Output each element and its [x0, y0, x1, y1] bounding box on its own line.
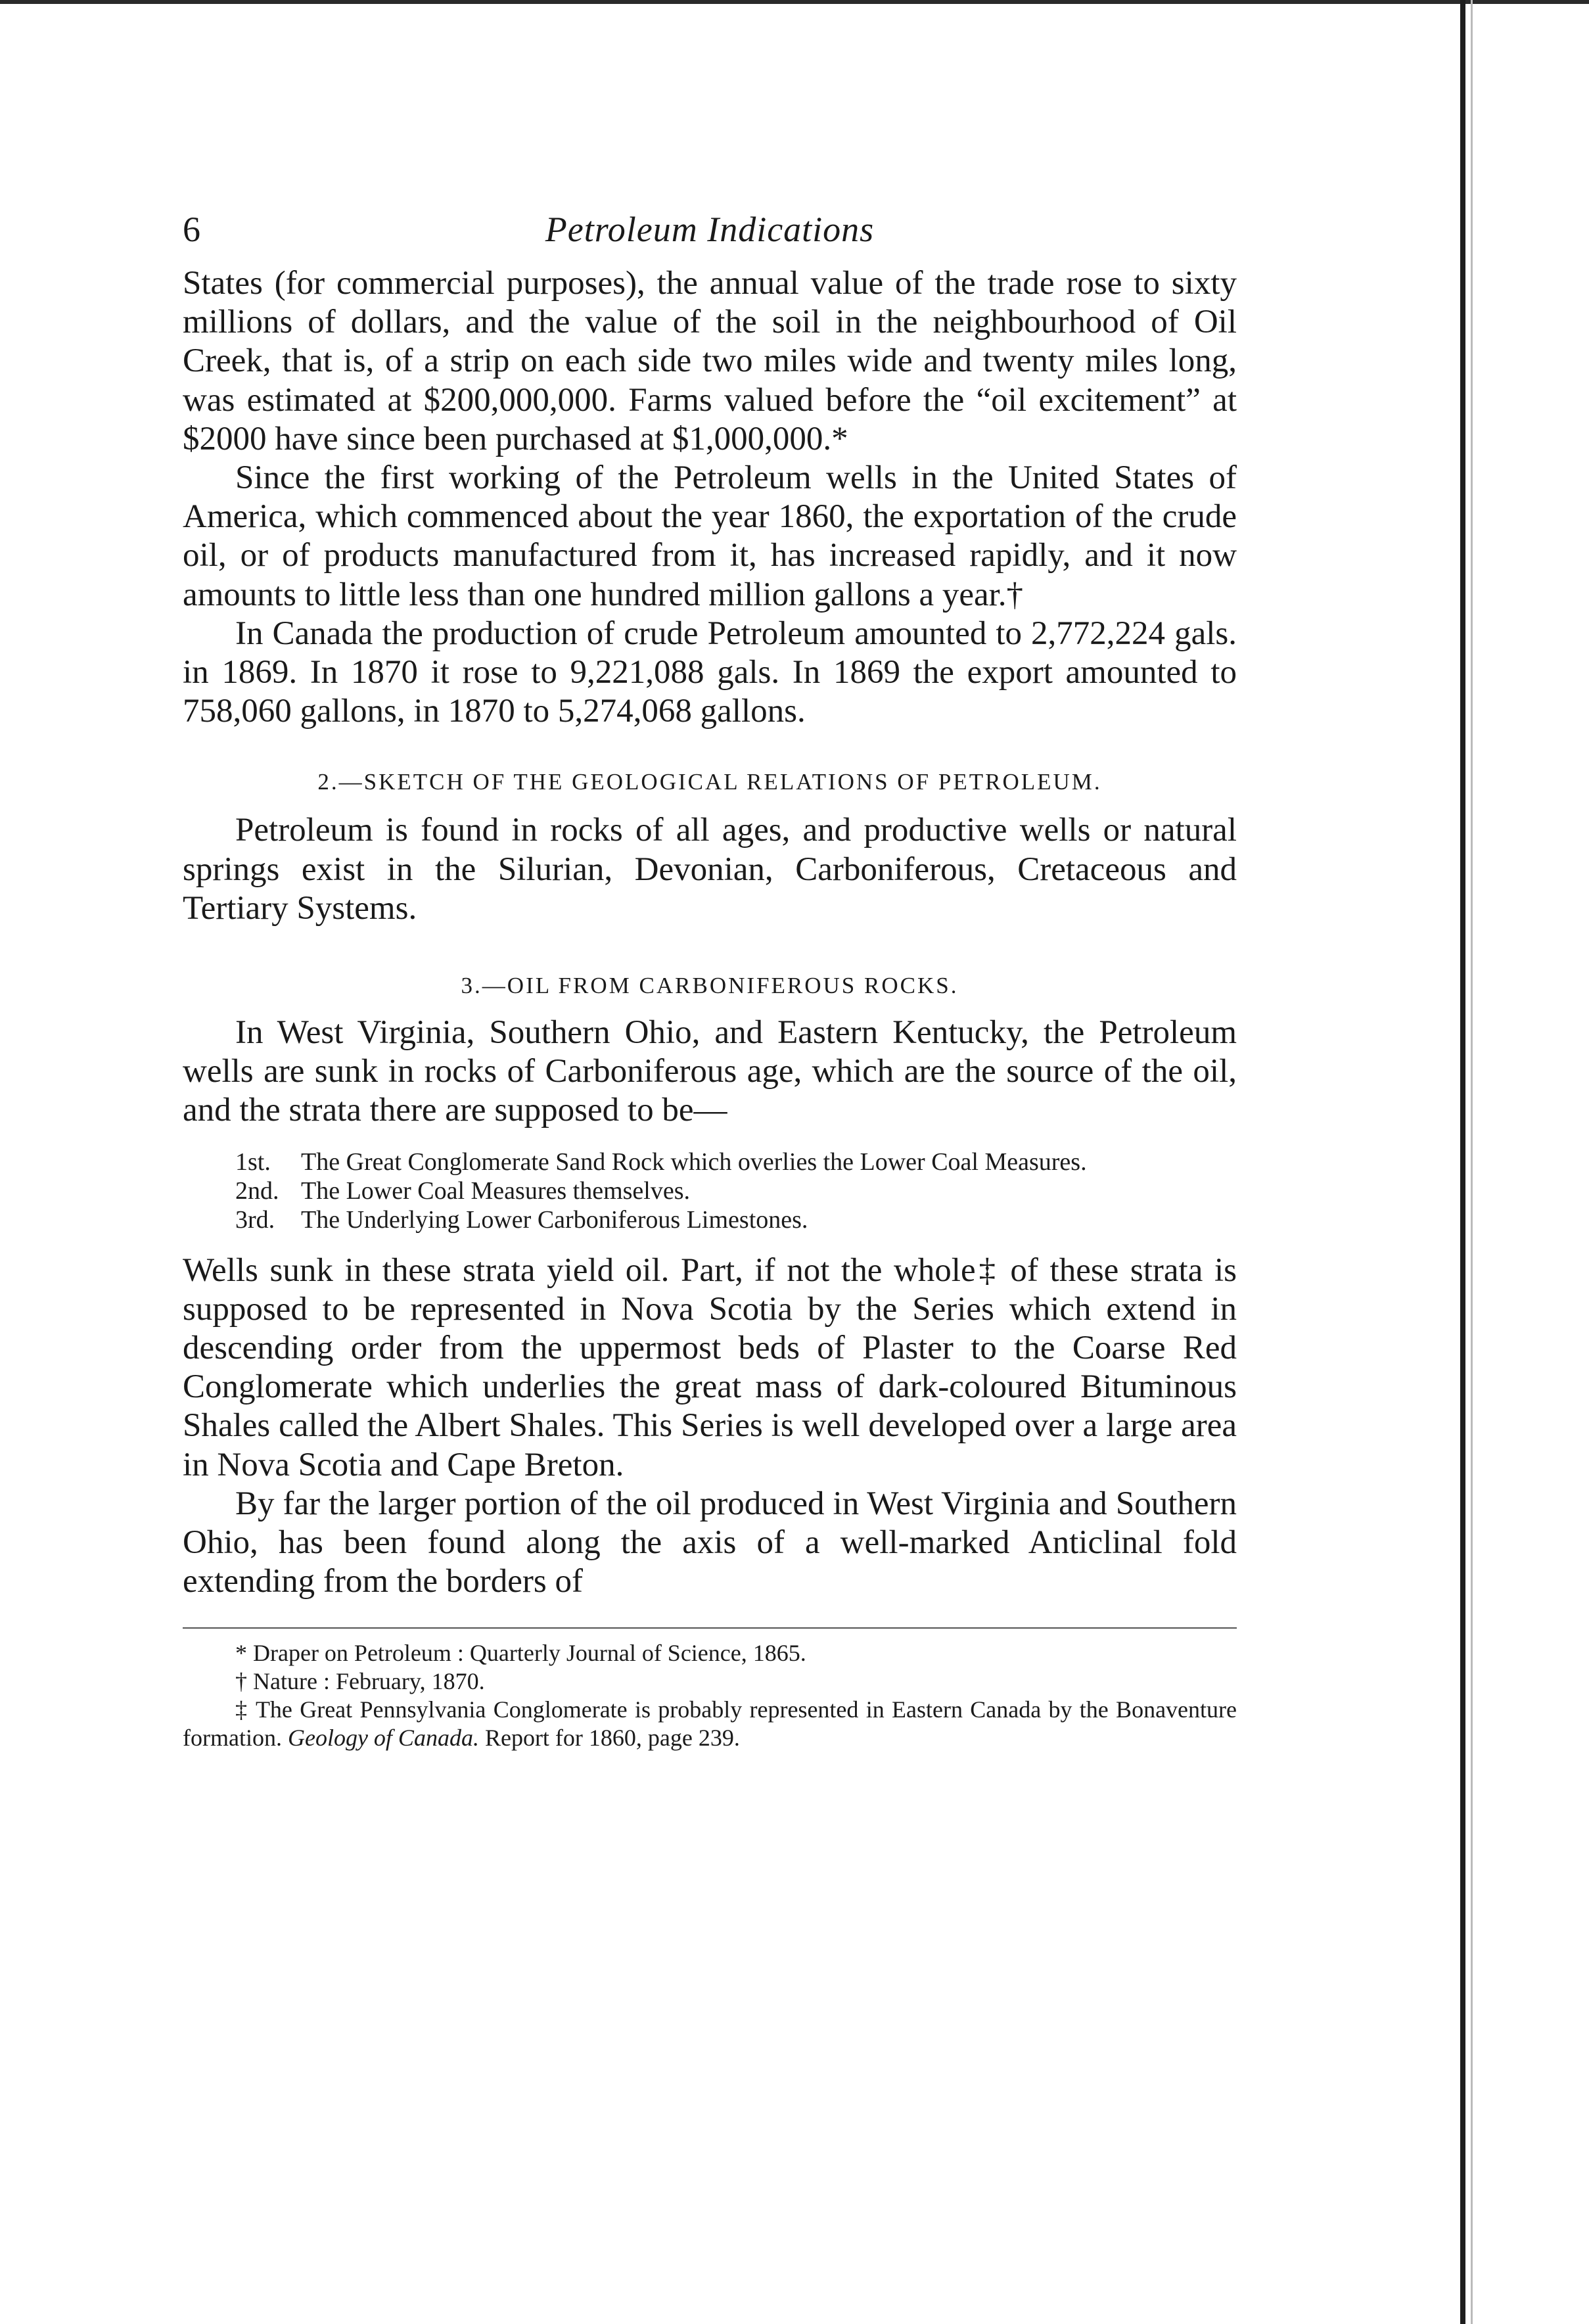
paragraph-4: Petroleum is found in rocks of all ages, and productive wells or natural springs exist in the Silurian, Devonian, Carboniferous, Cretaceous and Tertiary Systems.: [183, 812, 1237, 927]
list-item-text: The Lower Coal Measures themselves.: [301, 1176, 690, 1205]
list-item: [183, 1148, 1237, 1176]
footnote-2: † Nature : February, 1870.: [235, 1668, 485, 1695]
list-item-number: 1st.: [235, 1148, 271, 1176]
list-item-number: 2nd.: [235, 1176, 279, 1205]
list-item: [183, 1176, 1237, 1205]
footnote-3-text-a: ‡ The Great Pennsylvania Conglomerate is probably represented in Eastern Canada by the Bonaventure formation.: [183, 1696, 1237, 1752]
scan-top-edge: [0, 0, 1589, 4]
footnote-3-text-c: Report for 1860, page 239.: [478, 1725, 740, 1752]
paragraph-6: Wells sunk in these strata yield oil. Part, if not the whole‡ of these strata is supposed to be represented in Nova Scotia by the Series which extend in descending order from the uppermost beds of Plaster to the Coarse Red Conglomerate which underlies the great mass of dark-coloured Bituminous Shales called the Albert Shales. This Series is well developed over a large area in Nova Scotia and Cape Breton.: [183, 1251, 1237, 1483]
list-item: [183, 1205, 1237, 1234]
footnote-1: * Draper on Petroleum : Quarterly Journal of Science, 1865.: [235, 1640, 806, 1667]
scan-right-edge: [1460, 0, 1465, 2324]
list-item-text: The Great Conglomerate Sand Rock which overlies the Lower Coal Measures.: [301, 1148, 1087, 1176]
running-head: [183, 205, 1237, 264]
paragraph-2: Since the first working of the Petroleum wells in the United States of America, which commenced about the year 1860, the exportation of the crude oil, or of products manufactured from it, has increased rapidly, and it now amounts to little less than one hundred million gallons a year.†: [183, 459, 1237, 613]
footnote-3: [183, 1696, 1237, 1752]
scan-right-edge-shadow: [1471, 0, 1473, 2324]
paragraph-7: By far the larger portion of the oil produced in West Virginia and Southern Ohio, has been found along the axis of a well-marked Anticlinal fold extending from the borders of: [183, 1485, 1237, 1600]
section-heading-2: 2.—SKETCH OF THE GEOLOGICAL RELATIONS OF PETROLEUM.: [317, 769, 1102, 795]
book-page: [183, 205, 1237, 1752]
footnotes: [183, 1639, 1237, 1752]
list-item-number: 3rd.: [235, 1205, 275, 1234]
paragraph-3: In Canada the production of crude Petroleum amounted to 2,772,224 gals. in 1869. In 1870 it rose to 9,221,088 gals. In 1869 the export amounted to 758,060 gallons, in 1870 to 5,274,068 gallons.: [183, 615, 1237, 730]
list-item-text: The Underlying Lower Carboniferous Limestones.: [301, 1205, 808, 1234]
footnote-divider: [183, 1627, 1237, 1629]
section-heading-3: 3.—OIL FROM CARBONIFEROUS ROCKS.: [461, 973, 959, 999]
paragraph-5: In West Virginia, Southern Ohio, and Eastern Kentucky, the Petroleum wells are sunk in rocks of Carboniferous age, which are the source of the oil, and the strata there are supposed to be—: [183, 1014, 1237, 1129]
footnote-3-citation: Geology of Canada.: [287, 1725, 479, 1752]
page-number: 6: [183, 210, 200, 249]
paragraph-1: States (for commercial purposes), the annual value of the trade rose to sixty millions of dollars, and the value of the soil in the neighbourhood of Oil Creek, that is, of a strip on each side two miles wide and twenty miles long, was estimated at $200,000,000. Farms valued before the “oil excitement” at $2000 have since been purchased at $1,000,000.*: [183, 265, 1237, 457]
running-title: Petroleum Indications: [545, 210, 875, 249]
strata-list: [183, 1148, 1237, 1234]
